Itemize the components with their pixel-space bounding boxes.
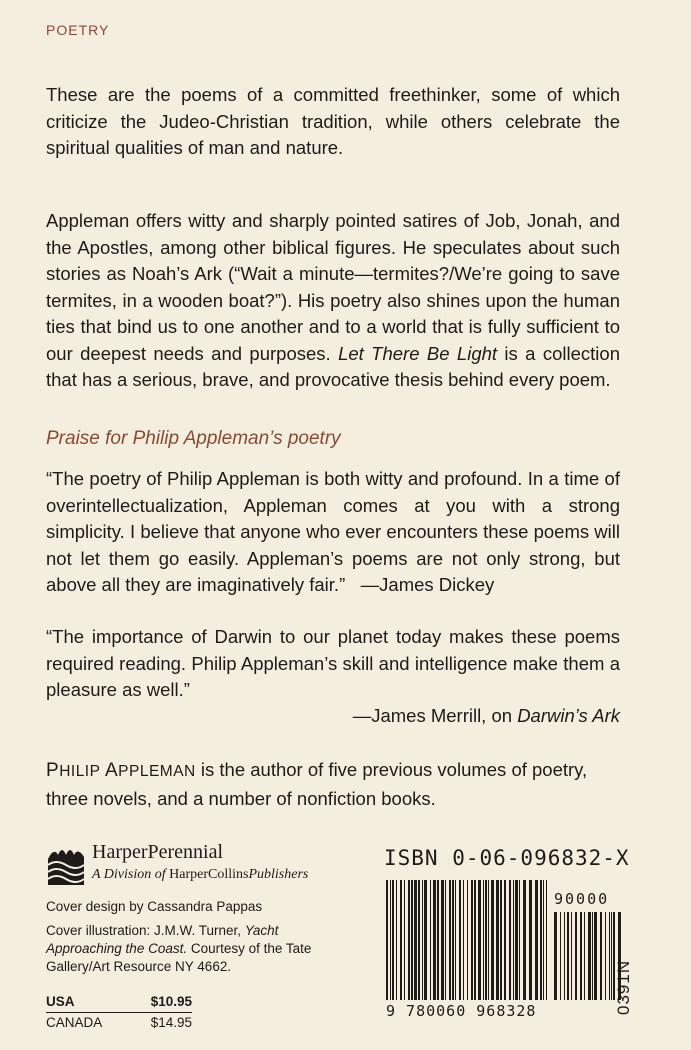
barcode-bar xyxy=(535,880,538,1000)
barcode-addon-bar xyxy=(594,912,597,1000)
barcode-bar xyxy=(455,880,456,1000)
category-label: POETRY xyxy=(46,22,110,38)
price-row-canada xyxy=(46,1013,192,1033)
illustration-prefix: Cover illustration: J.M.W. Turner, xyxy=(46,923,245,938)
barcode-addon-bar xyxy=(567,912,569,1000)
barcode-addon-bar xyxy=(611,912,612,1000)
price-country: USA xyxy=(46,994,75,1009)
price-table xyxy=(46,992,192,1033)
price-country: CANADA xyxy=(46,1015,103,1030)
barcode-bar xyxy=(449,880,451,1000)
barcode-bar xyxy=(452,880,454,1000)
description-text-a: Appleman offers witty and sharply pointed satires of Job, Jonah, and the Apostles, among other biblical figures. He speculates about such stories as Noah’s Ark (“Wait a minute—termites?/We’re going to save termites, in a wooden boat?”). His poetry also shines upon the human ties that bind us to one another and to a world that is fully sufficient to our deepest needs and purposes. xyxy=(46,210,620,364)
barcode-bar xyxy=(437,880,439,1000)
barcode-bar xyxy=(515,880,518,1000)
barcode-addon-bar xyxy=(609,912,610,1000)
cover-illustration-credit xyxy=(46,922,336,976)
barcode-bar xyxy=(400,880,402,1000)
barcode-bar xyxy=(424,880,427,1000)
barcode-bar xyxy=(392,880,394,1000)
barcode-bar xyxy=(418,880,420,1000)
barcode-ean-digits: 9 780060 968328 xyxy=(386,1002,537,1020)
barcode-bar xyxy=(433,880,436,1000)
barcode-bar xyxy=(483,880,484,1000)
barcode-bar xyxy=(513,880,514,1000)
barcode-bar xyxy=(408,880,410,1000)
barcode-bar xyxy=(491,880,494,1000)
barcode-addon-bar xyxy=(571,912,572,1000)
barcode-addon-bar xyxy=(564,912,565,1000)
quote-dickey-text: “The poetry of Philip Appleman is both witty and profound. In a time of overintellectualization, Appleman comes at you with a strong simplicity. I believe that anyone who ever encounters these poems will not let them go easily. Appleman’s poems are not only strong, but above all they are imaginatively fair.” xyxy=(46,468,620,595)
side-code: 0391N xyxy=(614,959,633,1015)
author-bio-text: is the author of five previous volumes of poetry, three novels, and a number of nonfiction books. xyxy=(46,759,588,809)
barcode-bar xyxy=(504,880,506,1000)
barcode-bar xyxy=(543,880,544,1000)
barcode-addon-bar xyxy=(600,912,602,1000)
barcode-addon-bar xyxy=(575,912,577,1000)
praise-heading: Praise for Philip Appleman’s poetry xyxy=(46,428,341,449)
price-value: $14.95 xyxy=(150,1015,192,1030)
description-text-b: is a collection that has a serious, brave, and provocative thesis behind every poem. xyxy=(46,342,620,390)
barcode-bar xyxy=(445,880,446,1000)
barcode-addon-bar xyxy=(584,912,585,1000)
barcode-bar xyxy=(500,880,502,1000)
barcode-bar xyxy=(404,880,405,1000)
barcode-bar xyxy=(467,880,468,1000)
illustration-suffix: Courtesy of the Tate Gallery/Art Resource NY 4662. xyxy=(46,941,312,974)
publisher-division xyxy=(92,867,308,883)
barcode-bar xyxy=(386,880,388,1000)
barcode-bar xyxy=(463,880,464,1000)
barcode-bar xyxy=(485,880,487,1000)
barcode-bar xyxy=(396,880,397,1000)
barcode-bar xyxy=(441,880,444,1000)
quote-merrill-attribution-text: —James Merrill, on xyxy=(352,705,518,726)
quote-dickey xyxy=(46,466,620,599)
publisher-division-name: HarperCollins xyxy=(169,867,249,882)
barcode-addon-bar xyxy=(605,912,606,1000)
quote-merrill-work: Darwin’s Ark xyxy=(517,705,620,726)
barcode-addon-bar xyxy=(588,912,591,1000)
barcode-bar xyxy=(422,880,423,1000)
author-name: PHILIP APPLEMAN xyxy=(46,760,196,781)
barcode-addon-digits: 90000 xyxy=(554,890,610,908)
quote-merrill-attribution xyxy=(353,705,620,727)
barcode-bar xyxy=(519,880,520,1000)
barcode-addon-bar xyxy=(592,912,593,1000)
barcode-bar xyxy=(488,880,489,1000)
barcode-bar xyxy=(414,880,417,1000)
barcode-addon-bar xyxy=(580,912,582,1000)
isbn-number: ISBN 0-06-096832-X xyxy=(384,846,630,870)
quote-dickey-attribution: —James Dickey xyxy=(360,574,495,595)
barcode-bar xyxy=(411,880,413,1000)
barcode-addon-bar xyxy=(560,912,561,1000)
publisher-name: HarperPerennial xyxy=(92,841,224,863)
barcode-bar xyxy=(523,880,526,1000)
description-paragraph-2 xyxy=(46,208,620,394)
barcode-bar xyxy=(390,880,391,1000)
barcode-bar xyxy=(471,880,473,1000)
description-paragraph-1: These are the poems of a committed freethinker, some of which criticize the Judeo-Christian tradition, while others celebrate the spiritual qualities of man and nature. xyxy=(46,84,620,158)
barcode-bar xyxy=(459,880,461,1000)
barcode-bar xyxy=(478,880,481,1000)
barcode-addon-bar xyxy=(554,912,557,1000)
quote-merrill: “The importance of Darwin to our planet today makes these poems required reading. Philip Appleman’s skill and intelligence make them a pleasure as well.” xyxy=(46,626,620,700)
barcode-bar xyxy=(546,880,547,1000)
barcode-bar xyxy=(496,880,499,1000)
author-bio xyxy=(46,756,620,812)
barcode-bar xyxy=(474,880,476,1000)
barcode-bar xyxy=(540,880,542,1000)
barcode-bar xyxy=(509,880,511,1000)
book-title: Let There Be Light xyxy=(338,342,498,364)
publisher-division-prefix: A Division of xyxy=(92,867,170,882)
cover-design-credit: Cover design by Cassandra Pappas xyxy=(46,899,263,914)
illustration-title: Yacht Approaching the Coast. xyxy=(46,923,279,956)
flame-logo-icon xyxy=(46,843,86,887)
price-value: $10.95 xyxy=(150,994,192,1009)
publisher-division-suffix: Publishers xyxy=(248,867,309,882)
barcode-bar xyxy=(529,880,532,1000)
price-row-usa xyxy=(46,992,192,1013)
barcode-bar xyxy=(430,880,431,1000)
